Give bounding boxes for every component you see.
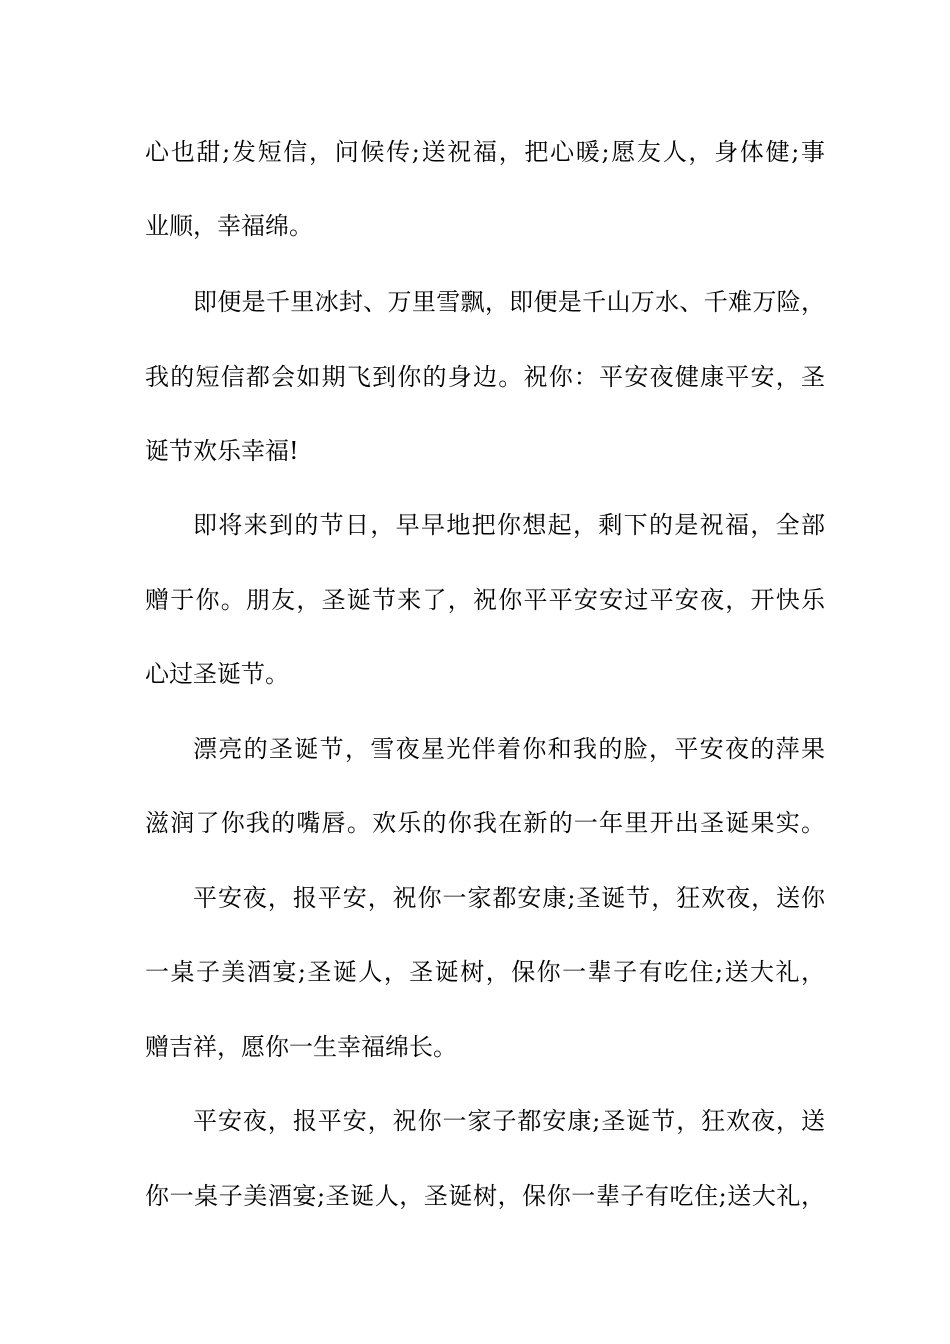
text-line: 赠吉祥，愿你一生幸福绵长。 bbox=[145, 1033, 457, 1061]
text-line: 诞节欢乐幸福! bbox=[145, 437, 299, 465]
text-line: 一桌子美酒宴;圣诞人，圣诞树，保你一辈子有吃住;送大礼， bbox=[145, 958, 825, 986]
paragraph-first-line: 漂亮的圣诞节，雪夜星光伴着你和我的脸，平安夜的萍果 bbox=[193, 735, 825, 763]
text-line: 心也甜;发短信，问候传;送祝福，把心暖;愿友人，身体健;事 bbox=[145, 138, 825, 166]
paragraph-first-line: 平安夜，报平安，祝你一家都安康;圣诞节，狂欢夜，送你 bbox=[193, 884, 825, 912]
text-line: 滋润了你我的嘴唇。欢乐的你我在新的一年里开出圣诞果实。 bbox=[145, 809, 825, 837]
text-line: 业顺，幸福绵。 bbox=[145, 212, 313, 240]
text-line: 心过圣诞节。 bbox=[145, 660, 289, 688]
text-line: 我的短信都会如期飞到你的身边。祝你：平安夜健康平安，圣 bbox=[145, 363, 825, 391]
text-line: 赠于你。朋友，圣诞节来了，祝你平平安安过平安夜，开快乐 bbox=[145, 586, 825, 614]
paragraph-first-line: 即便是千里冰封、万里雪飘，即便是千山万水、千难万险， bbox=[193, 288, 825, 316]
text-line: 你一桌子美酒宴;圣诞人，圣诞树，保你一辈子有吃住;送大礼， bbox=[145, 1182, 825, 1210]
paragraph-first-line: 即将来到的节日，早早地把你想起，剩下的是祝福，全部 bbox=[193, 511, 825, 539]
paragraph-first-line: 平安夜，报平安，祝你一家子都安康;圣诞节，狂欢夜，送 bbox=[193, 1107, 825, 1135]
